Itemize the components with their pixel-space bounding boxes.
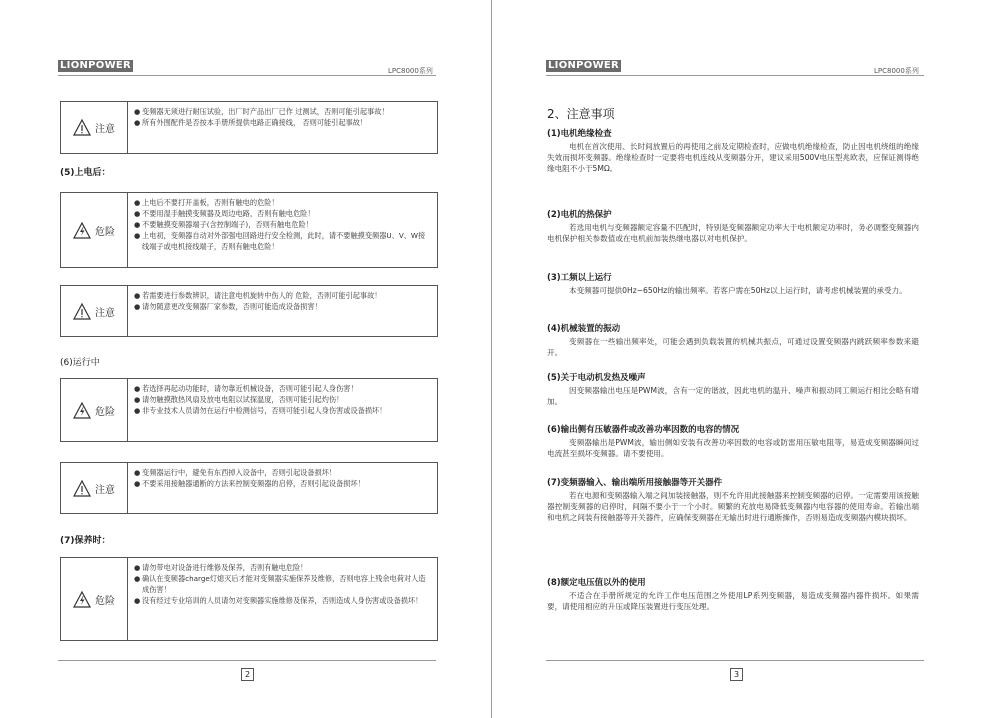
danger-item: ● 上电初，变频器自动对外部强电回路进行安全检测，此时，请不要触摸变频器U、V、W接线端子或电机接线端子，否则有触电危险！ — [134, 231, 426, 251]
notice-item: ● 不要采用接触器通断的方法来控制变频器的启停，否则引起设备损坏！ — [134, 479, 365, 488]
model-label: LPC8000系列 — [874, 67, 919, 75]
danger-item: ● 上电后不要打开盖板，否则有触电的危险！ — [134, 198, 279, 207]
section-heading: (8)额定电压值以外的使用 — [547, 578, 646, 588]
section-text: 若选用电机与变频器额定容量不匹配时，特别是变频器额定功率大于电机额定功率时，务必调整变频器内电机保护相关参数值或在电机前加装热继电器以对电机保护。 — [547, 223, 919, 243]
notice-label: 注意 — [95, 307, 115, 319]
danger-label: 危险 — [95, 595, 115, 607]
footer-rule — [546, 660, 924, 661]
section-text: 变频器在一些输出频率处，可能会遇到负载装置的机械共振点，可通过设置变频器内跳跃频率参数来避开。 — [547, 337, 919, 357]
danger-label: 危险 — [95, 226, 115, 238]
notice-item: ● 变频器运行中，避免有东西掉入设备中，否则引起设备损坏！ — [134, 468, 337, 477]
notice-label: 注意 — [95, 124, 115, 135]
danger-item: ● 不要用湿手触摸变频器及周边电路，否则有触电危险！ — [134, 209, 315, 218]
danger-item: ● 没有经过专业培训的人员请勿对变频器实施维修及保养，否则造成人身伤害或设备损坏！ — [134, 596, 423, 605]
section-heading: (7)保养时： — [60, 536, 111, 546]
page-title: 2、注意事项 — [547, 107, 615, 121]
brand-logo: LIONPOWER — [548, 60, 620, 71]
section-heading: (4)机械装置的振动 — [547, 324, 621, 334]
section-heading: (2)电机的热保护 — [547, 210, 612, 220]
page-number: 2 — [241, 668, 254, 681]
notice-label: 注意 — [95, 484, 115, 496]
danger-label: 危险 — [95, 406, 115, 418]
section-heading: (1)电机绝缘检查 — [547, 129, 612, 139]
header-rule — [546, 75, 924, 76]
model-label: LPC8000系列 — [388, 67, 433, 75]
page-number: 3 — [730, 668, 743, 681]
danger-item: ● 确认在变频器charge灯熄灭后才能对变频器实施保养及维修，否则电容上残余电荷对人造成伤害！ — [134, 574, 426, 594]
danger-item: ● 不要触摸变频器端子(含控制端子)，否则有触电危险！ — [134, 220, 313, 229]
section-heading: (6)输出侧有压敏器件或改善功率因数的电容的情况 — [547, 425, 740, 435]
section-heading: (5)关于电动机发热及噪声 — [547, 373, 646, 383]
section-text: 不适合在手册所规定的允许工作电压范围之外使用LP系列变频器，易造成变频器内器件损坏。如果需要，请使用相应的升压或降压装置进行变压处理。 — [547, 591, 919, 611]
section-text: 变频器输出是PWM波，输出侧如安装有改善功率因数的电容或防雷用压敏电阻等，易造成变频器瞬间过电流甚至损坏变频器。请不要使用。 — [547, 438, 919, 458]
brand-logo: LIONPOWER — [60, 60, 132, 71]
danger-item: ● 非专业技术人员请勿在运行中检测信号，否则可能引起人身伤害或设备损坏！ — [134, 406, 387, 415]
section-text: 若在电源和变频器输入端之间加装接触器，则不允许用此接触器来控制变频器的启停。一定需要用该接触器控制变频器的启停时，间隔不要小于一个小时。频繁的充放电易降低变频器内电容器的使用寿命。若输出端和电机之间装有接触器等开关器件，应确保变频器在无输出时进行通断操作，否则易造成变频器内模块损坏。 — [547, 491, 919, 522]
danger-item: ● 请勿带电对设备进行维修及保养，否则有触电危险！ — [134, 563, 308, 572]
section-text: 本变频器可提供0Hz~650Hz的输出频率。若客户需在50Hz以上运行时，请考虑机械装置的承受力。 — [569, 286, 907, 295]
section-heading: (5)上电后： — [60, 168, 111, 178]
section-text: 电机在首次使用、长时间放置后的再使用之前及定期检查时，应做电机绝缘检查，防止因电机绕组的绝缘失效而损坏变频器。绝缘检查时一定要将电机连线从变频器分开，建议采用500V电压型兆欧表，应保证测得绝缘电阻不小于5MΩ。 — [547, 142, 919, 173]
notice-item: ● 所有外围配件是否按本手册所提供电路正确接线， 否则可能引起事故！ — [134, 118, 368, 127]
section-heading: (3)工频以上运行 — [547, 273, 612, 283]
section-text: 因变频器输出电压是PWM波，含有一定的谐波，因此电机的温升、噪声和振动同工频运行相比会略有增加。 — [547, 386, 919, 406]
section-heading: (6)运行中 — [60, 358, 100, 368]
danger-item: ● 请勿触摸散热风扇及放电电阻以试探温度，否则可能引起灼伤！ — [134, 395, 344, 404]
notice-item: ● 变频器无须进行耐压试验，出厂时产品出厂已作 过测试，否则可能引起事故！ — [134, 107, 389, 116]
section-heading: (7)变频器输入、输出端所用接触器等开关器件 — [547, 478, 723, 488]
notice-item: ● 若需要进行参数辨识，请注意电机旋转中伤人的 危险，否则可能引起事故！ — [134, 291, 382, 300]
danger-item: ● 若选择再起动功能时，请勿靠近机械设备，否则可能引起人身伤害！ — [134, 384, 358, 393]
notice-item: ● 请勿随意更改变频器厂家参数，否则可能造成设备损害！ — [134, 302, 322, 311]
